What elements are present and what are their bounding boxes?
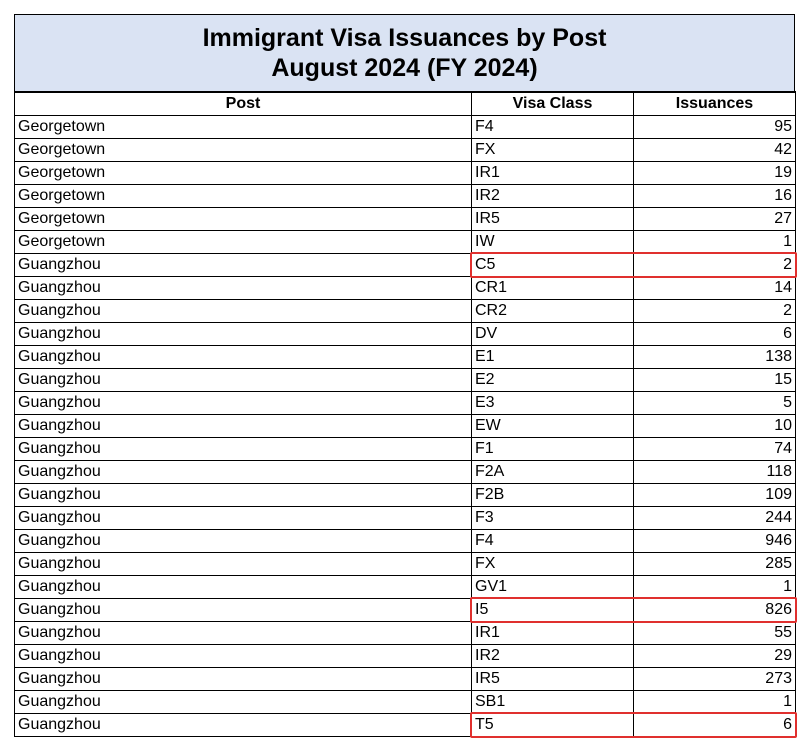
cell-visa-class: F4: [472, 530, 634, 553]
cell-visa-class: DV: [472, 323, 634, 346]
issuance-table: [14, 91, 796, 737]
cell-issuances: 95: [634, 116, 796, 139]
cell-post: Georgetown: [15, 208, 472, 231]
column-header-visa-class: Visa Class: [472, 92, 634, 116]
cell-issuances: 2: [634, 254, 796, 277]
cell-visa-class: IR5: [472, 668, 634, 691]
table-row: [15, 484, 796, 507]
cell-post: Guangzhou: [15, 622, 472, 645]
cell-issuances: 2: [634, 300, 796, 323]
table-row: [15, 392, 796, 415]
table-row: [15, 323, 796, 346]
table-row: [15, 300, 796, 323]
table-row: [15, 599, 796, 622]
cell-post: Guangzhou: [15, 369, 472, 392]
table-row: [15, 438, 796, 461]
cell-issuances: 1: [634, 691, 796, 714]
cell-post: Guangzhou: [15, 461, 472, 484]
cell-visa-class: F4: [472, 116, 634, 139]
cell-post: Georgetown: [15, 185, 472, 208]
cell-visa-class: C5: [472, 254, 634, 277]
table-row: [15, 185, 796, 208]
table-row: [15, 576, 796, 599]
cell-visa-class: FX: [472, 553, 634, 576]
table-header-row: [15, 92, 796, 116]
cell-issuances: 42: [634, 139, 796, 162]
cell-visa-class: IR2: [472, 645, 634, 668]
cell-visa-class: FX: [472, 139, 634, 162]
cell-visa-class: SB1: [472, 691, 634, 714]
cell-visa-class: F1: [472, 438, 634, 461]
cell-issuances: 6: [634, 714, 796, 737]
report-title: Immigrant Visa Issuances by Post: [202, 24, 607, 52]
cell-post: Guangzhou: [15, 392, 472, 415]
cell-issuances: 55: [634, 622, 796, 645]
cell-issuances: 19: [634, 162, 796, 185]
cell-issuances: 29: [634, 645, 796, 668]
cell-post: Guangzhou: [15, 576, 472, 599]
cell-issuances: 16: [634, 185, 796, 208]
column-header-post: Post: [15, 92, 472, 116]
cell-post: Guangzhou: [15, 645, 472, 668]
table-row: [15, 530, 796, 553]
table-row: [15, 369, 796, 392]
cell-post: Guangzhou: [15, 507, 472, 530]
table-row: [15, 507, 796, 530]
cell-issuances: 118: [634, 461, 796, 484]
table-row: [15, 116, 796, 139]
cell-visa-class: IR5: [472, 208, 634, 231]
cell-post: Georgetown: [15, 231, 472, 254]
cell-visa-class: F2A: [472, 461, 634, 484]
cell-post: Guangzhou: [15, 415, 472, 438]
cell-post: Guangzhou: [15, 530, 472, 553]
cell-visa-class: I5: [472, 599, 634, 622]
table-row: [15, 461, 796, 484]
cell-visa-class: CR2: [472, 300, 634, 323]
cell-visa-class: E3: [472, 392, 634, 415]
cell-post: Guangzhou: [15, 714, 472, 737]
cell-issuances: 14: [634, 277, 796, 300]
cell-issuances: 138: [634, 346, 796, 369]
cell-post: Guangzhou: [15, 553, 472, 576]
table-row: [15, 553, 796, 576]
cell-visa-class: EW: [472, 415, 634, 438]
cell-post: Georgetown: [15, 116, 472, 139]
cell-issuances: 27: [634, 208, 796, 231]
cell-issuances: 826: [634, 599, 796, 622]
table-row: [15, 668, 796, 691]
cell-issuances: 244: [634, 507, 796, 530]
table-row: [15, 714, 796, 737]
cell-visa-class: CR1: [472, 277, 634, 300]
table-row: [15, 622, 796, 645]
cell-post: Guangzhou: [15, 254, 472, 277]
cell-visa-class: GV1: [472, 576, 634, 599]
cell-visa-class: F2B: [472, 484, 634, 507]
table-row: [15, 208, 796, 231]
table-body: [15, 116, 796, 737]
report-sheet: [14, 14, 795, 737]
cell-issuances: 74: [634, 438, 796, 461]
cell-issuances: 15: [634, 369, 796, 392]
cell-post: Georgetown: [15, 139, 472, 162]
report-title-banner: [14, 14, 795, 91]
cell-post: Guangzhou: [15, 300, 472, 323]
cell-post: Guangzhou: [15, 691, 472, 714]
cell-visa-class: F3: [472, 507, 634, 530]
cell-post: Georgetown: [15, 162, 472, 185]
cell-post: Guangzhou: [15, 346, 472, 369]
cell-visa-class: E1: [472, 346, 634, 369]
cell-visa-class: IR2: [472, 185, 634, 208]
cell-issuances: 946: [634, 530, 796, 553]
cell-issuances: 6: [634, 323, 796, 346]
cell-issuances: 109: [634, 484, 796, 507]
table-row: [15, 139, 796, 162]
cell-issuances: 285: [634, 553, 796, 576]
cell-visa-class: T5: [472, 714, 634, 737]
cell-issuances: 10: [634, 415, 796, 438]
cell-post: Guangzhou: [15, 668, 472, 691]
cell-issuances: 5: [634, 392, 796, 415]
cell-visa-class: IR1: [472, 622, 634, 645]
table-row: [15, 415, 796, 438]
table-row: [15, 254, 796, 277]
cell-post: Guangzhou: [15, 599, 472, 622]
table-row: [15, 691, 796, 714]
table-row: [15, 162, 796, 185]
cell-issuances: 1: [634, 231, 796, 254]
report-subtitle: August 2024 (FY 2024): [271, 54, 538, 82]
table-row: [15, 346, 796, 369]
cell-post: Guangzhou: [15, 323, 472, 346]
cell-post: Guangzhou: [15, 484, 472, 507]
cell-post: Guangzhou: [15, 438, 472, 461]
table-row: [15, 277, 796, 300]
table-row: [15, 231, 796, 254]
table-row: [15, 645, 796, 668]
cell-issuances: 1: [634, 576, 796, 599]
cell-post: Guangzhou: [15, 277, 472, 300]
cell-visa-class: IR1: [472, 162, 634, 185]
cell-visa-class: IW: [472, 231, 634, 254]
column-header-issuances: Issuances: [634, 92, 796, 116]
cell-visa-class: E2: [472, 369, 634, 392]
cell-issuances: 273: [634, 668, 796, 691]
